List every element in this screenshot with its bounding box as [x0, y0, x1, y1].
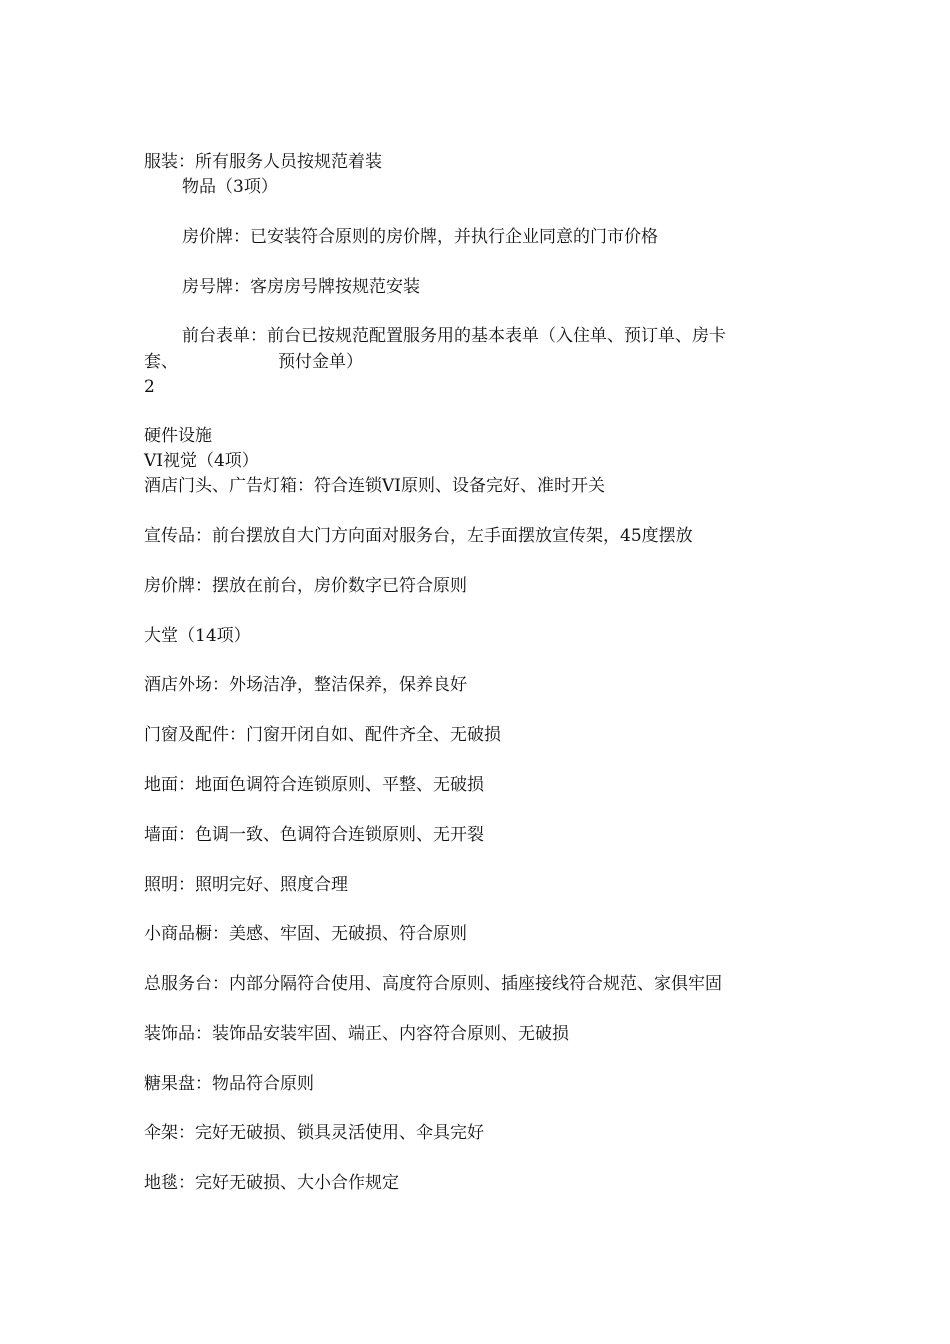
page-number: 2 — [144, 377, 155, 397]
text-line-signage: 酒店门头、广告灯箱：符合连锁VI原则、设备完好、准时开关 — [144, 476, 605, 496]
text-line-exterior: 酒店外场：外场洁净，整洁保养，保养良好 — [144, 675, 467, 695]
text-line-front-desk-forms: 前台表单：前台已按规范配置服务用的基本表单（入住单、预订单、房卡 — [182, 326, 726, 346]
text-line-front-desk-forms-cont2: 预付金单） — [278, 352, 363, 372]
text-line-uniform: 服装：所有服务人员按规范着装 — [144, 152, 382, 172]
text-line-walls: 墙面：色调一致、色调符合连锁原则、无开裂 — [144, 825, 484, 845]
text-line-items-heading: 物品（3项） — [182, 177, 278, 197]
text-line-decorations: 装饰品：装饰品安装牢固、端正、内容符合原则、无破损 — [144, 1024, 569, 1044]
text-line-umbrella-rack: 伞架：完好无破损、锁具灵活使用、伞具完好 — [144, 1123, 484, 1143]
text-line-price-display: 房价牌：摆放在前台，房价数字已符合原则 — [144, 576, 467, 596]
text-line-candy-tray: 糖果盘：物品符合原则 — [144, 1074, 314, 1094]
subheading-lobby: 大堂（14项） — [144, 626, 251, 646]
text-line-floor: 地面：地面色调符合连锁原则、平整、无破损 — [144, 775, 484, 795]
text-line-price-board: 房价牌：已安装符合原则的房价牌，并执行企业同意的门市价格 — [182, 227, 658, 247]
text-line-lighting: 照明：照明完好、照度合理 — [144, 875, 348, 895]
text-line-front-desk-forms-cont: 套、 — [144, 352, 178, 372]
text-line-service-desk: 总服务台：内部分隔符合使用、高度符合原则、插座接线符合规范、家俱牢固 — [144, 974, 722, 994]
subheading-vi: VI视觉（4项） — [144, 451, 259, 471]
section-heading-hardware: 硬件设施 — [144, 426, 212, 446]
text-line-promo: 宣传品：前台摆放自大门方向面对服务台，左手面摆放宣传架，45度摆放 — [144, 526, 693, 546]
text-line-doors-windows: 门窗及配件：门窗开闭自如、配件齐全、无破损 — [144, 725, 501, 745]
text-line-carpet: 地毯：完好无破损、大小合作规定 — [144, 1173, 399, 1193]
text-line-merch-cabinet: 小商品橱：美感、牢固、无破损、符合原则 — [144, 924, 467, 944]
text-line-room-number: 房号牌：客房房号牌按规范安装 — [182, 277, 420, 297]
